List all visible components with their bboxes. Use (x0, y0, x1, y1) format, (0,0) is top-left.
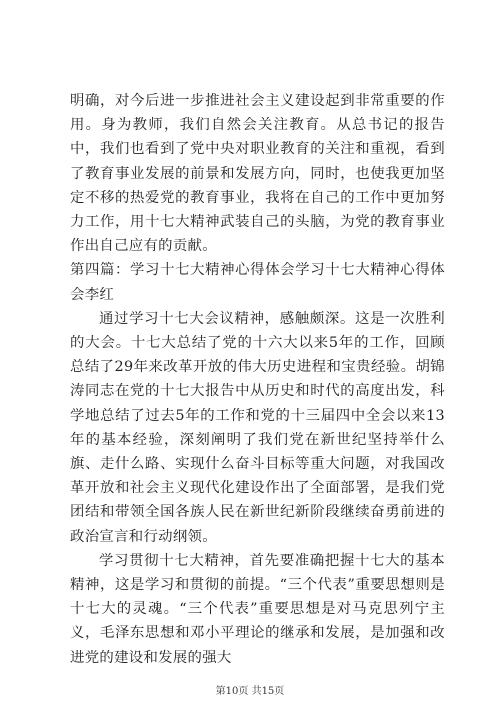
paragraph-2: 通过学习十七大会议精神，感触颇深。这是一次胜利的大会。十七大总结了党的十六大以来5年的工作，回顾总结了29年来改革开放的伟大历史进程和宝贵经验。胡锦涛同志在党的十七大报告中从历史和时代的高度出发，科学地总结了过去5年的工作和党的十三届四中全会以来13年的基本经验，深刻阐明了我们党在新世纪坚持举什么旗、走什么路、实现什么奋斗目标等重大问题，对我国改革开放和社会主义现代化建设作出了全面部署，是我们党团结和带领全国各族人民在新世纪新阶段继续奋勇前进的政治宣言和行动纲领。 (70, 310, 445, 545)
paragraph-1: 明确，对今后进一步推进社会主义建设起到非常重要的作用。身为教师，我们自然会关注教育。从总书记的报告中，我们也看到了党中央对职业教育的关注和重视，看到了教育事业发展的前景和发展方向，同时，也使我更加坚定不移的热爱党的教育事业，我将在自己的工作中更加努力工作，用十七大精神武装自己的头脑，为党的教育事业作出自己应有的贡献。 (70, 93, 445, 255)
section-heading: 第四篇：学习十七大精神心得体会学习十七大精神心得体会李红 (70, 262, 445, 303)
document-body (70, 89, 445, 670)
paragraph-3: 学习贯彻十七大精神，首先要准确把握十七大的基本精神，这是学习和贯彻的前提。“三个代表”重要思想则是十七大的灵魂。“三个代表”重要思想是对马克思列宁主义，毛泽东思想和邓小平理论的继承和发展，是加强和改进党的建设和发展的强大 (70, 552, 445, 666)
page-number-footer: 第10页 共15页 (215, 686, 285, 697)
